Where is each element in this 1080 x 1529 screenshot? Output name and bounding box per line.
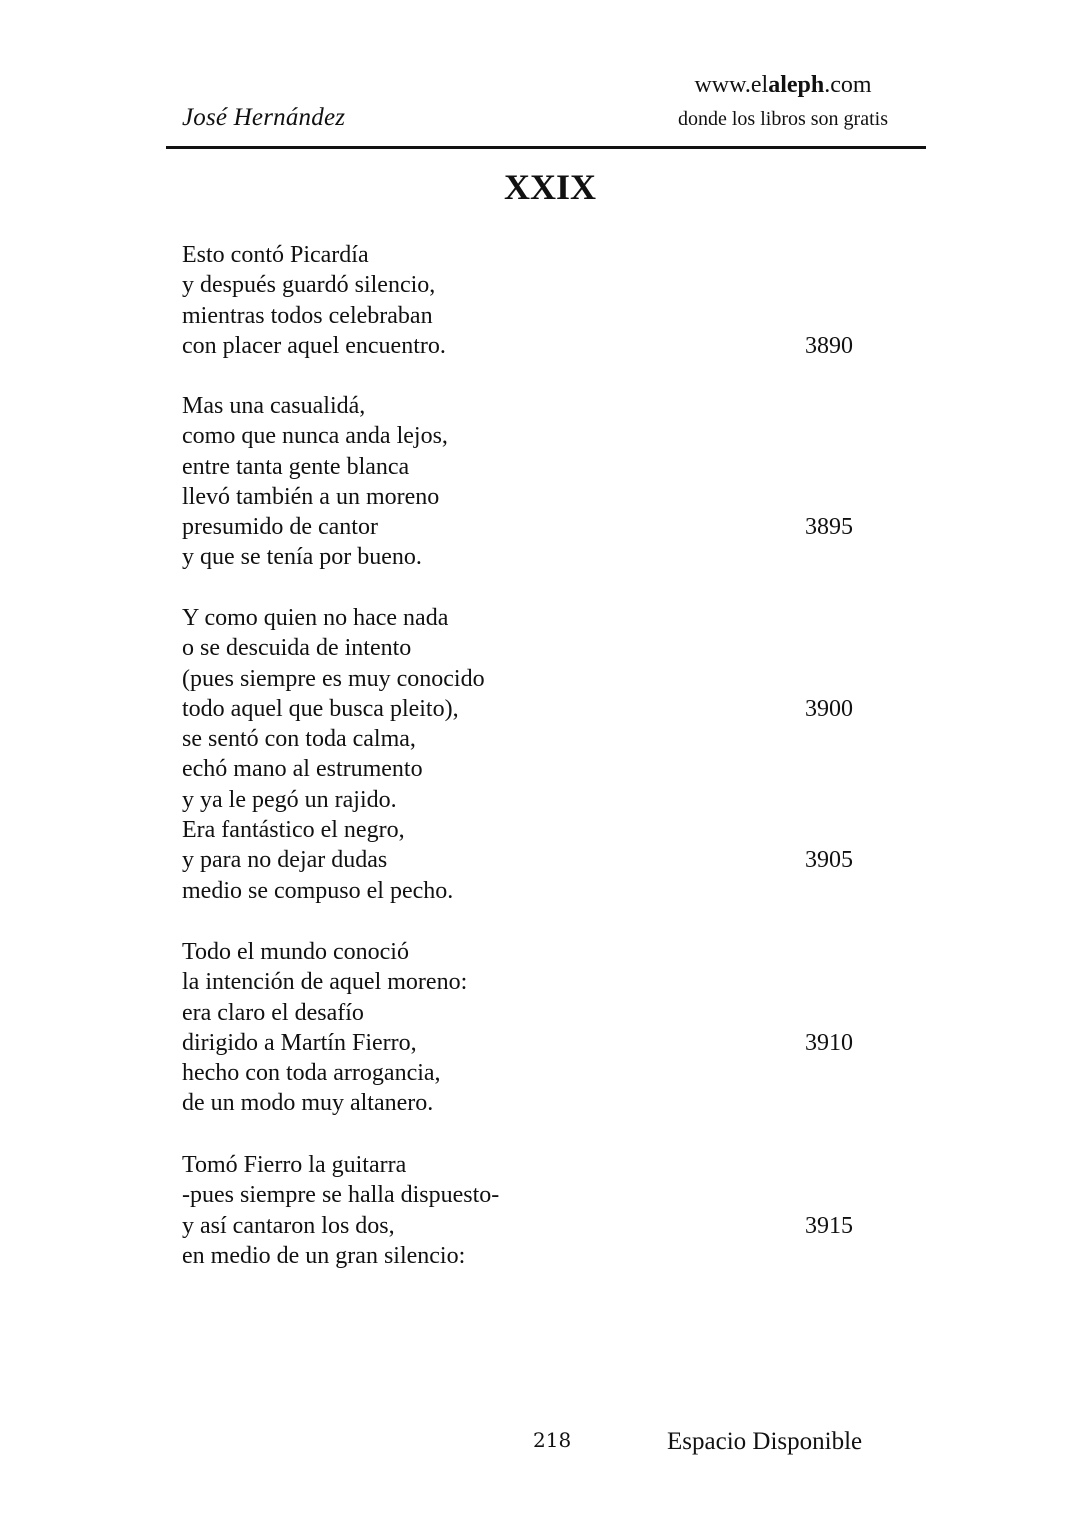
site-prefix: www.el	[694, 72, 769, 98]
verse-line	[182, 1211, 882, 1241]
verse-number: 3895	[805, 514, 853, 541]
verse-line	[182, 633, 882, 663]
stanza-4	[182, 937, 882, 1119]
verse-text: y que se tenía por bueno.	[182, 544, 422, 571]
verse-text: llevó también a un moreno	[182, 483, 440, 510]
verse-line	[182, 1150, 882, 1180]
verse-line	[182, 512, 882, 542]
verse-line	[182, 542, 882, 572]
header-author: José Hernández	[182, 104, 346, 131]
verse-text: como que nunca anda lejos,	[182, 423, 448, 450]
verse-text: Y como quien no hace nada	[182, 605, 449, 631]
verse-line	[182, 967, 882, 997]
chapter-title: XXIX	[503, 167, 596, 207]
verse-line	[182, 754, 882, 784]
verse-text: en medio de un gran silencio:	[182, 1242, 466, 1269]
verse-number: 3890	[805, 332, 853, 359]
verse-line	[182, 876, 882, 906]
verse-line	[182, 1088, 882, 1118]
verse-line	[182, 1058, 882, 1088]
footer-note: Espacio Disponible	[667, 1428, 863, 1455]
verse-text: todo aquel que busca pleito),	[182, 695, 459, 722]
header-divider	[166, 146, 926, 149]
verse-line	[182, 937, 882, 967]
verse-line	[182, 603, 882, 633]
verse-line	[182, 240, 882, 270]
verse-line	[182, 1180, 882, 1210]
verse-text: era claro el desafío	[182, 999, 364, 1026]
verse-text: (pues siempre es muy conocido	[182, 665, 485, 692]
verse-line	[182, 694, 882, 724]
verse-text: y ya le pegó un rajido.	[182, 786, 397, 813]
verse-line	[182, 270, 882, 300]
verse-line	[182, 452, 882, 482]
verse-text: y así cantaron los dos,	[182, 1212, 395, 1239]
verse-text: Esto contó Picardía	[182, 242, 369, 268]
verse-text: o se descuida de intento	[182, 635, 412, 662]
verse-line	[182, 1028, 882, 1058]
verse-text: -pues siempre se halla dispuesto-	[182, 1182, 500, 1209]
verse-line	[182, 998, 882, 1028]
verse-text: entre tanta gente blanca	[182, 453, 410, 480]
verse-line	[182, 391, 882, 421]
stanza-1	[182, 240, 882, 361]
verse-number: 3915	[805, 1212, 853, 1239]
verse-line	[182, 845, 882, 875]
verse-number: 3900	[805, 695, 853, 722]
verse-line	[182, 785, 882, 815]
verse-text: echó mano al estrumento	[182, 756, 423, 783]
verse-text: y para no dejar dudas	[182, 847, 388, 874]
verse-line	[182, 421, 882, 451]
site-bold: aleph	[768, 72, 825, 98]
header-tagline: donde los libros son gratis	[678, 108, 888, 130]
verse-text: mientras todos celebraban	[182, 302, 433, 329]
verse-text: dirigido a Martín Fierro,	[182, 1029, 417, 1056]
site-suffix: .com	[824, 72, 872, 98]
stanza-5	[182, 1150, 882, 1271]
verse-line	[182, 724, 882, 754]
verse-text: de un modo muy altanero.	[182, 1090, 434, 1117]
verse-text: Mas una casualidá,	[182, 393, 366, 419]
verse-line	[182, 301, 882, 331]
verse-text: la intención de aquel moreno:	[182, 969, 468, 996]
stanza-2	[182, 391, 882, 573]
verse-line	[182, 815, 882, 845]
verse-text: Era fantástico el negro,	[182, 817, 405, 844]
verse-text: y después guardó silencio,	[182, 272, 436, 299]
verse-number: 3910	[805, 1029, 853, 1056]
verse-line	[182, 1241, 882, 1271]
header-site-link[interactable]	[668, 72, 898, 99]
verse-text: Todo el mundo conoció	[182, 939, 409, 965]
verse-text: presumido de cantor	[182, 514, 378, 541]
verse-text: Tomó Fierro la guitarra	[182, 1152, 407, 1178]
verse-text: medio se compuso el pecho.	[182, 877, 454, 904]
verse-line	[182, 482, 882, 512]
verse-line	[182, 664, 882, 694]
verse-number: 3905	[805, 847, 853, 874]
verse-text: se sentó con toda calma,	[182, 726, 416, 753]
stanza-3	[182, 603, 882, 906]
verse-text: hecho con toda arrogancia,	[182, 1060, 441, 1087]
verse-line	[182, 331, 882, 361]
page-number: 218	[533, 1428, 572, 1452]
verse-text: con placer aquel encuentro.	[182, 332, 446, 359]
